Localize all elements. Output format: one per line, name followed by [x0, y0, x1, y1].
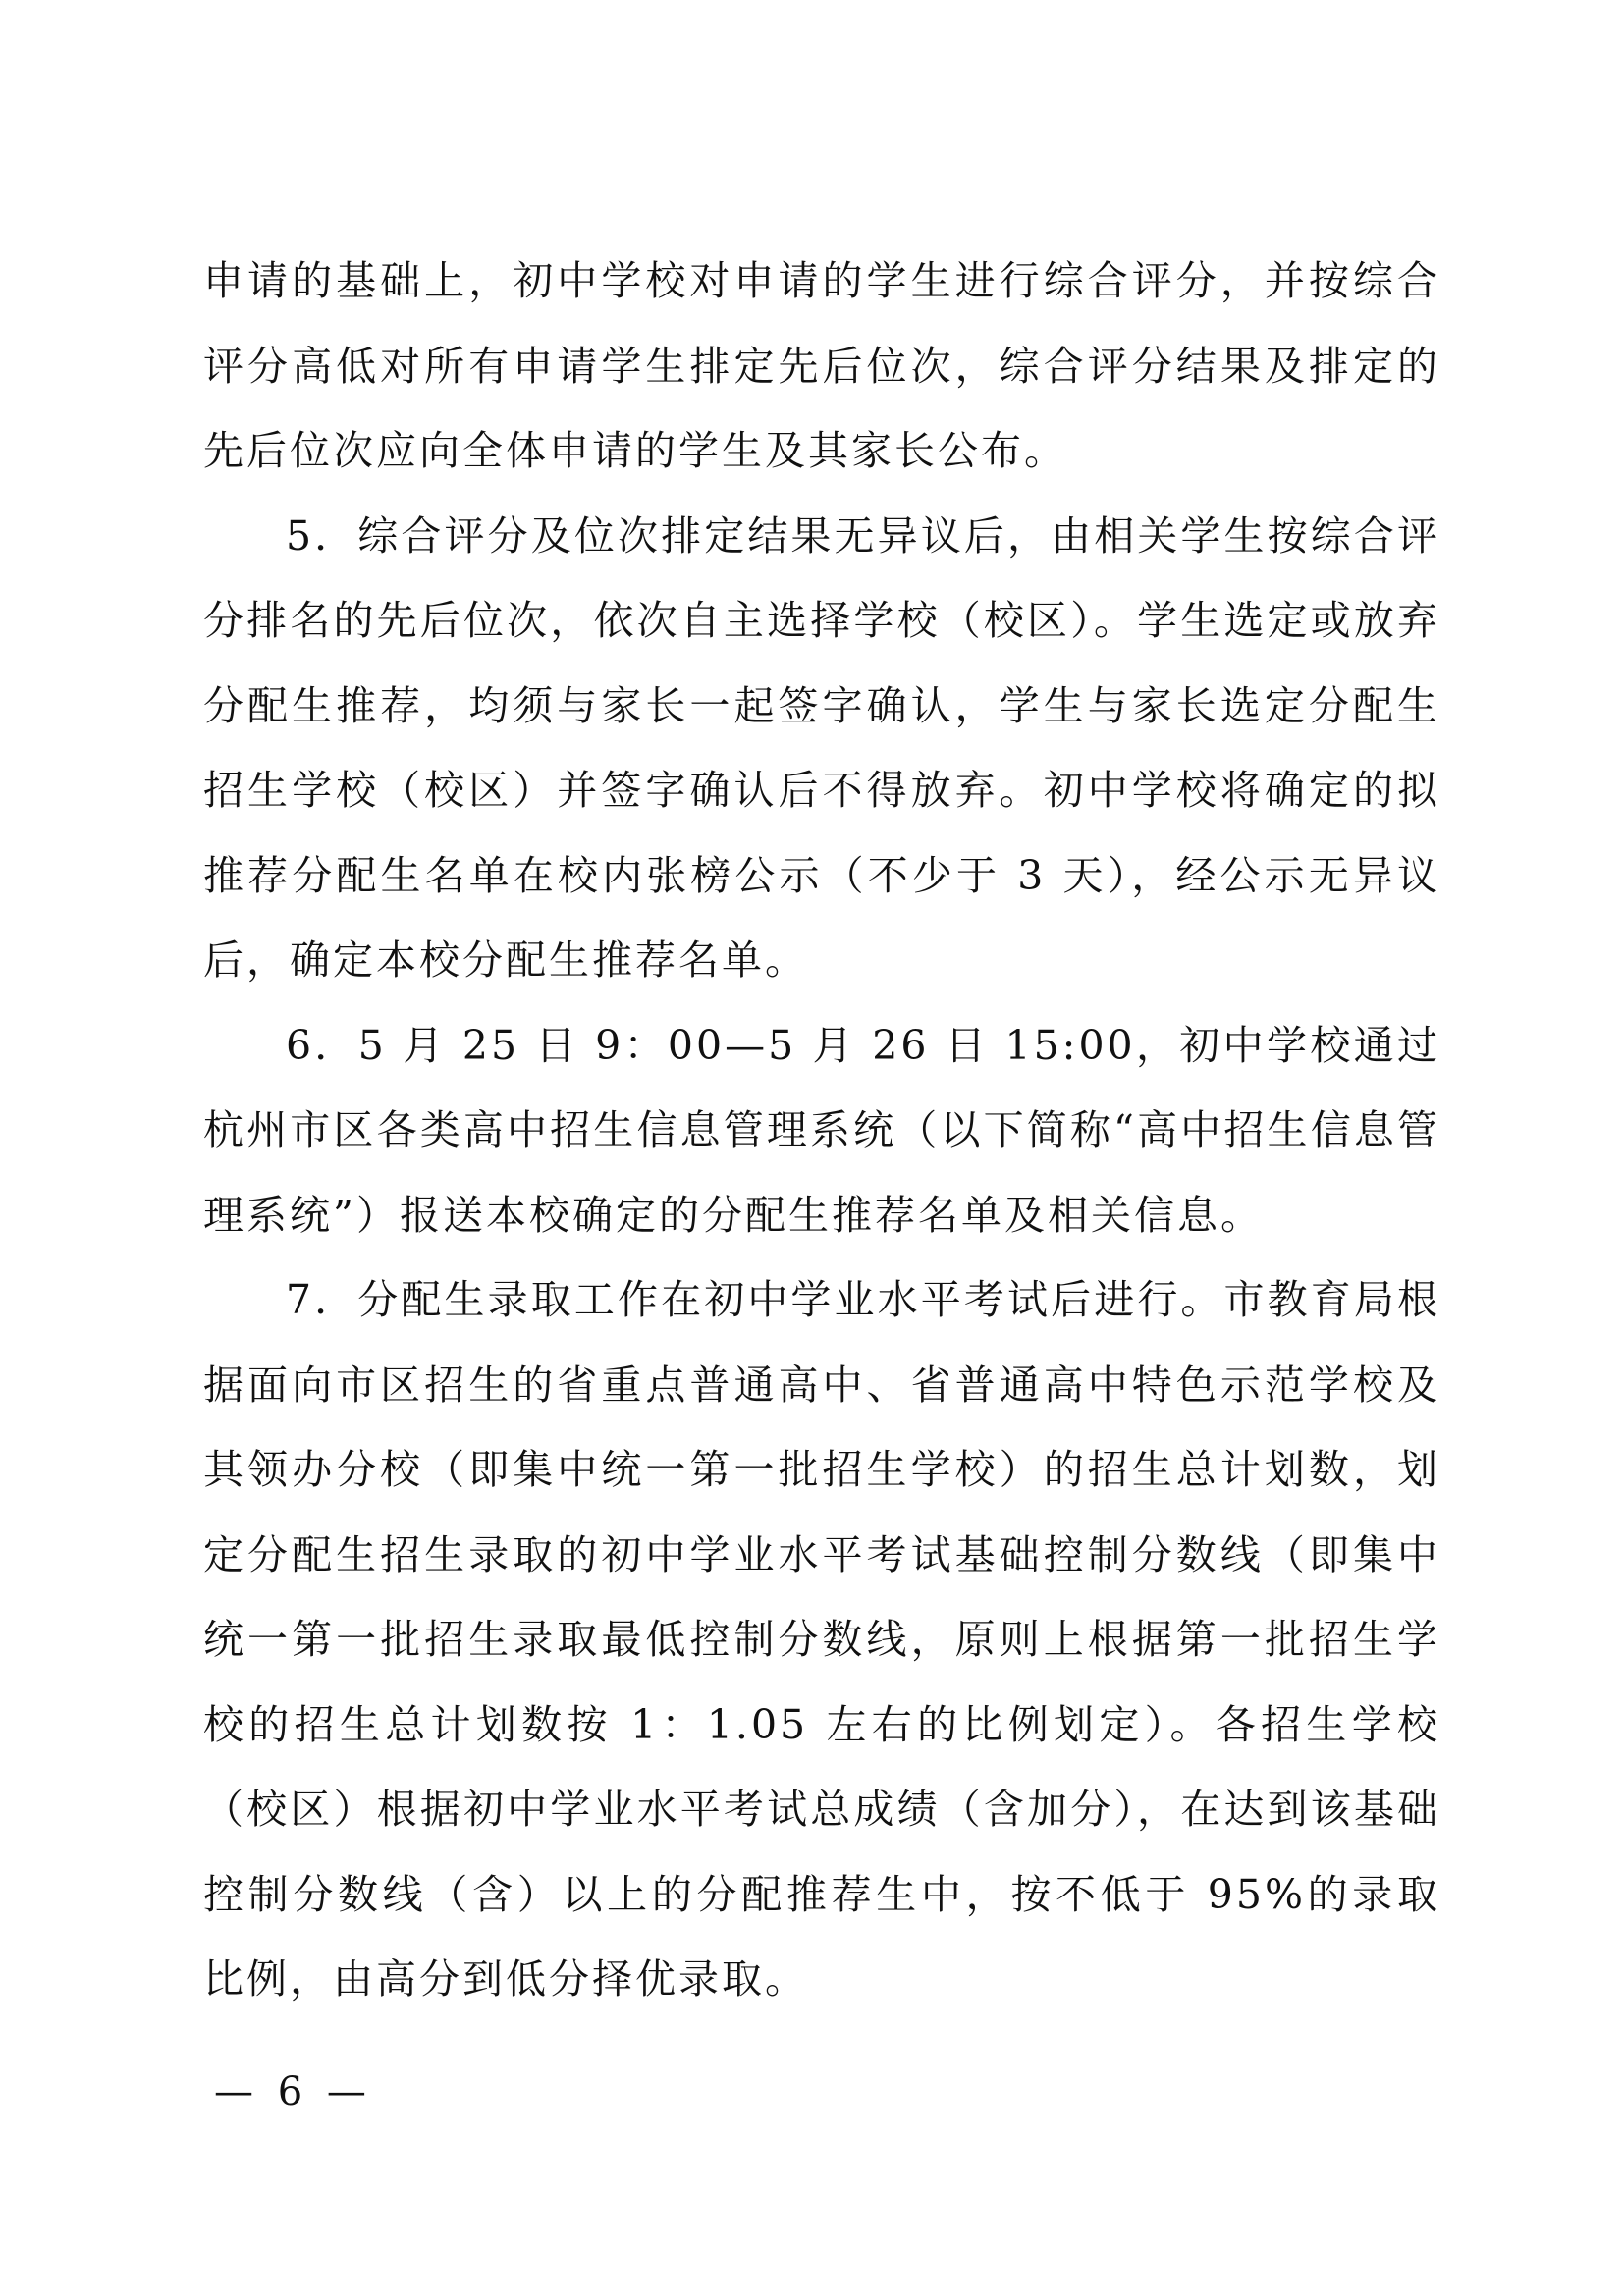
paragraph-continuation: 申请的基础上，初中学校对申请的学生进行综合评分，并按综合评分高低对所有申请学生排定先后位次，综合评分结果及排定的先后位次应向全体申请的学生及其家长公布。 — [203, 257, 1440, 474]
page-number: — 6 — — [214, 2069, 372, 2114]
paragraph-item-5: 5．综合评分及位次排定结果无异议后，由相关学生按综合评分排名的先后位次，依次自主选择学校（校区）。学生选定或放弃分配生推荐，均须与家长一起签字确认，学生与家长选定分配生招生学校（校区）并签字确认后不得放弃。初中学校将确定的拟推荐分配生名单在校内张榜公示（不少于 3 天），经公示无异议后，确定本校分配生推荐名单。 — [203, 511, 1440, 984]
paragraph-item-7: 7．分配生录取工作在初中学业水平考试后进行。市教育局根据面向市区招生的省重点普通高中、省普通高中特色示范学校及其领办分校（即集中统一第一批招生学校）的招生总计划数，划定分配生招生录取的初中学业水平考试基础控制分数线（即集中统一第一批招生录取最低控制分数线，原则上根据第一批招生学校的招生总计划数按 1：1.05 左右的比例划定）。各招生学校（校区）根据初中学业水平考试总成绩（含加分），在达到该基础控制分数线（含）以上的分配推荐生中，按不低于 95%的录取比例，由高分到低分择优录取。 — [203, 1276, 1440, 2002]
paragraph-item-6: 6．5 月 25 日 9：00—5 月 26 日 15:00，初中学校通过杭州市区各类高中招生信息管理系统（以下简称“高中招生信息管理系统”）报送本校确定的分配生推荐名单及相关信息。 — [203, 1021, 1440, 1239]
document-body — [203, 239, 1440, 2022]
